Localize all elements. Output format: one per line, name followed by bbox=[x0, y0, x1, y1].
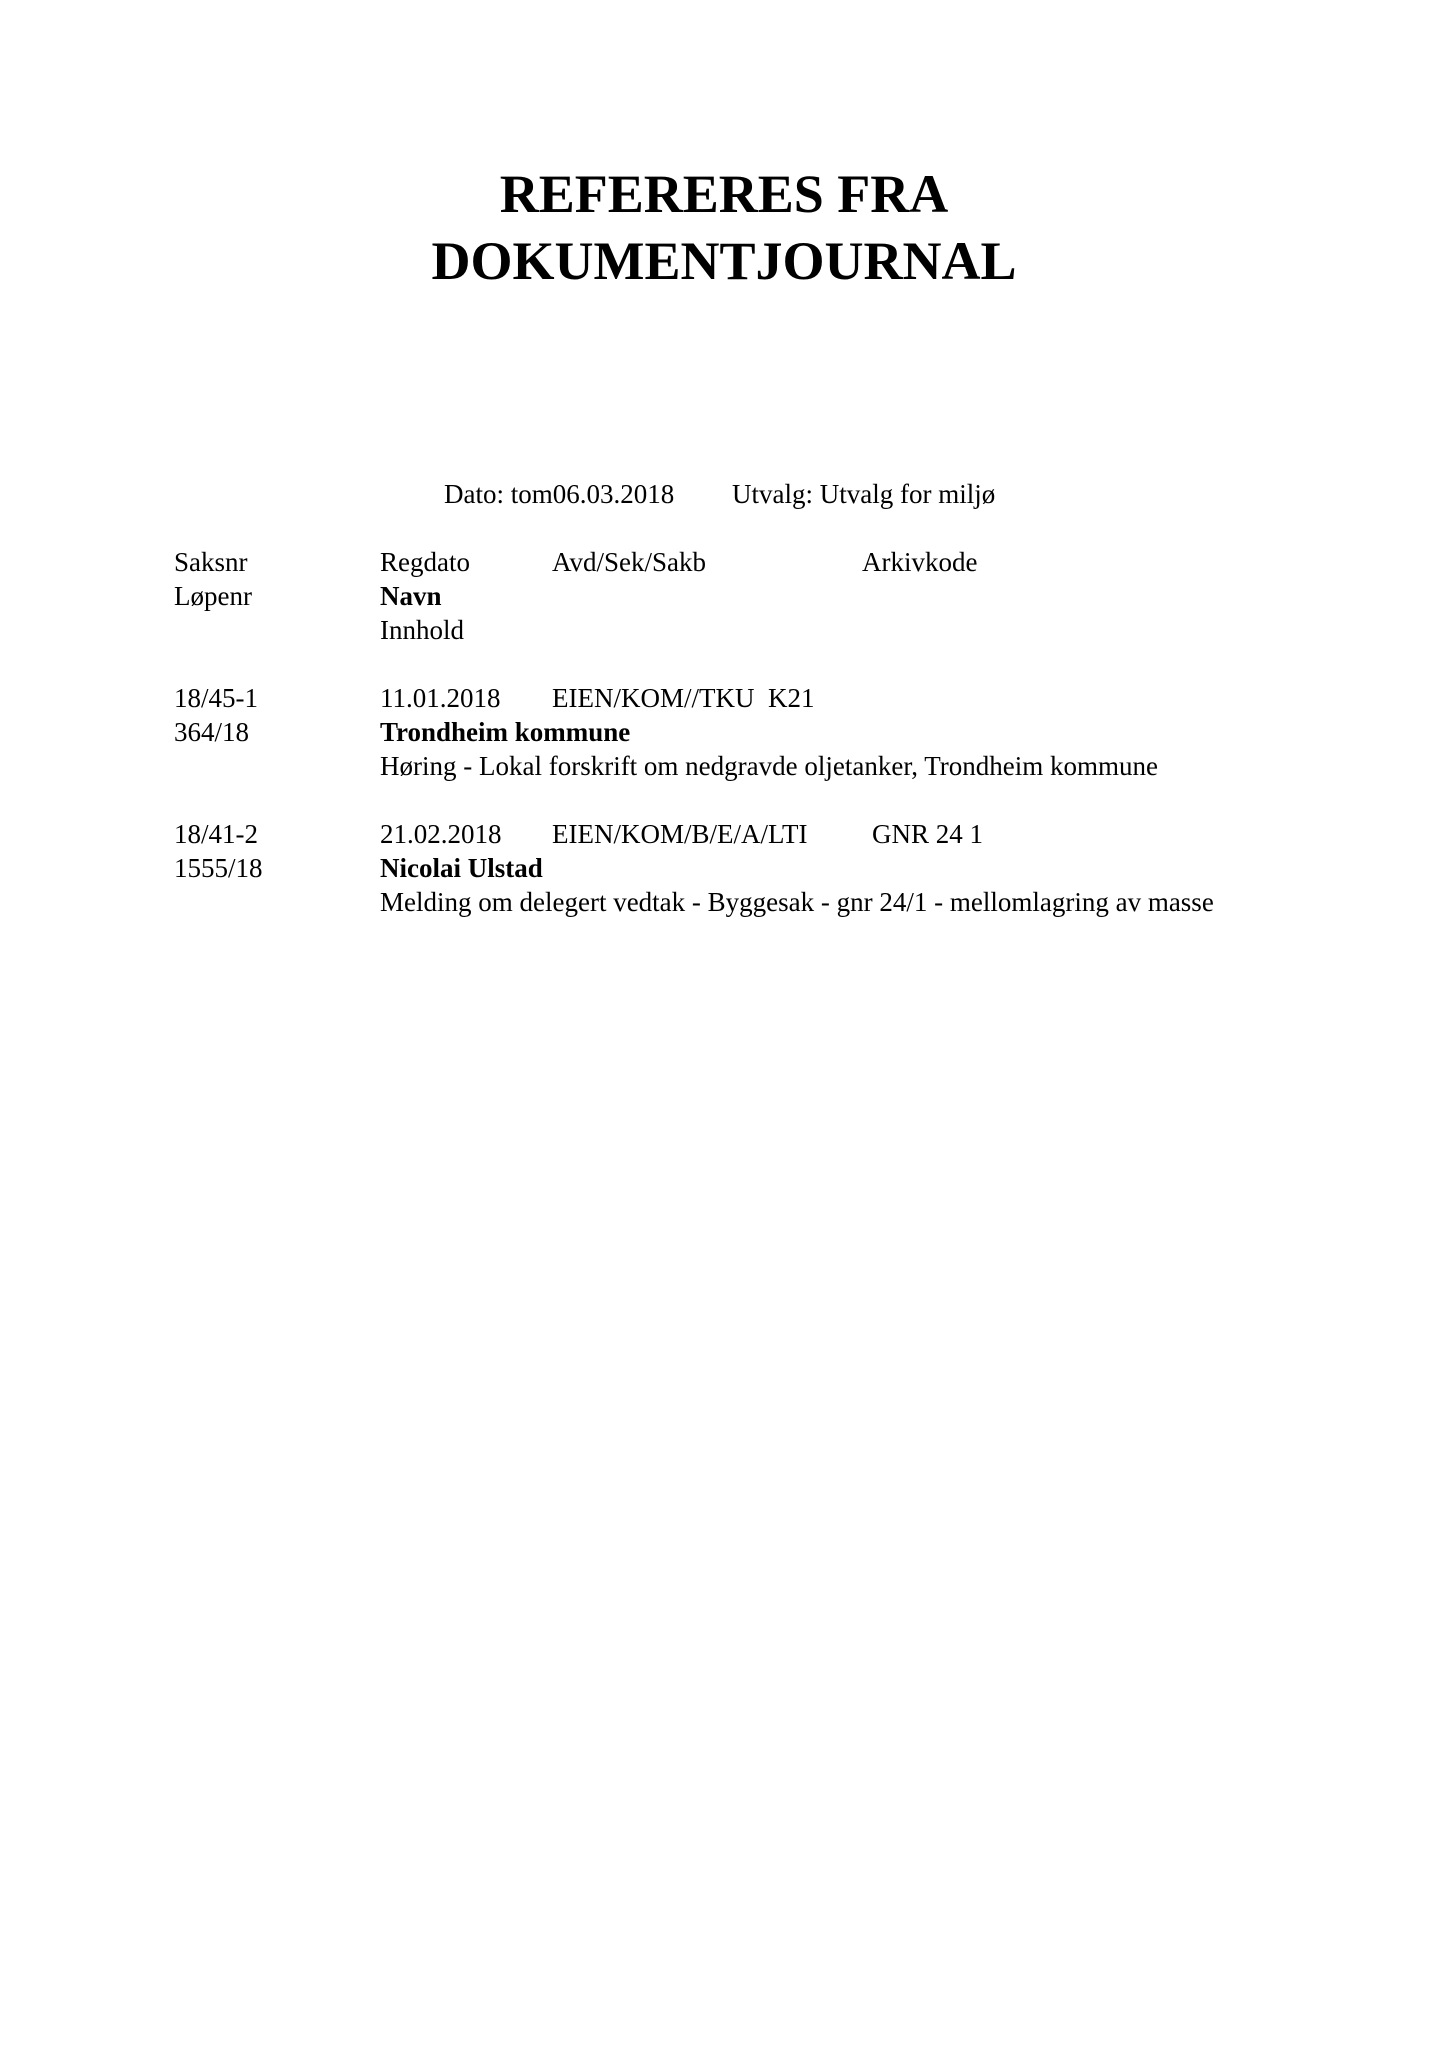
entry-2-regdato: 21.02.2018 bbox=[380, 819, 502, 849]
entry-1-arkivkode: K21 bbox=[768, 683, 815, 713]
header-lopenr: Løpenr bbox=[174, 581, 252, 611]
entry-2-avd: EIEN/KOM/B/E/A/LTI bbox=[552, 819, 808, 849]
entry-2-innhold: Melding om delegert vedtak - Byggesak - gnr 24/1 - mellomlagring av masse bbox=[380, 887, 1214, 917]
header-innhold: Innhold bbox=[380, 615, 464, 645]
header-arkivkode: Arkivkode bbox=[862, 547, 978, 577]
entry-1-navn: Trondheim kommune bbox=[380, 717, 631, 747]
entry-1-regdato: 11.01.2018 bbox=[380, 683, 501, 713]
entry-2-saksnr: 18/41-2 bbox=[174, 819, 258, 849]
header-navn: Navn bbox=[380, 581, 442, 611]
entry-1-lopenr: 364/18 bbox=[174, 717, 250, 747]
entry-2-lopenr: 1555/18 bbox=[174, 853, 263, 883]
entry-1-saksnr: 18/45-1 bbox=[174, 683, 258, 713]
entry-2-arkivkode: GNR 24 1 bbox=[872, 819, 984, 849]
entry-1-avd: EIEN/KOM//TKU bbox=[552, 683, 755, 713]
header-regdato: Regdato bbox=[380, 547, 470, 577]
page-title-line-1: REFERERES FRA bbox=[499, 164, 949, 224]
meta-dato: Dato: tom06.03.2018 bbox=[444, 479, 675, 509]
meta-utvalg: Utvalg: Utvalg for miljø bbox=[732, 479, 996, 509]
header-avd: Avd/Sek/Sakb bbox=[552, 547, 706, 577]
entry-1-innhold: Høring - Lokal forskrift om nedgravde oljetanker, Trondheim kommune bbox=[380, 751, 1159, 781]
header-saksnr: Saksnr bbox=[174, 547, 248, 577]
entry-2-navn: Nicolai Ulstad bbox=[380, 853, 543, 883]
page-title-line-2: DOKUMENTJOURNAL bbox=[431, 231, 1017, 291]
